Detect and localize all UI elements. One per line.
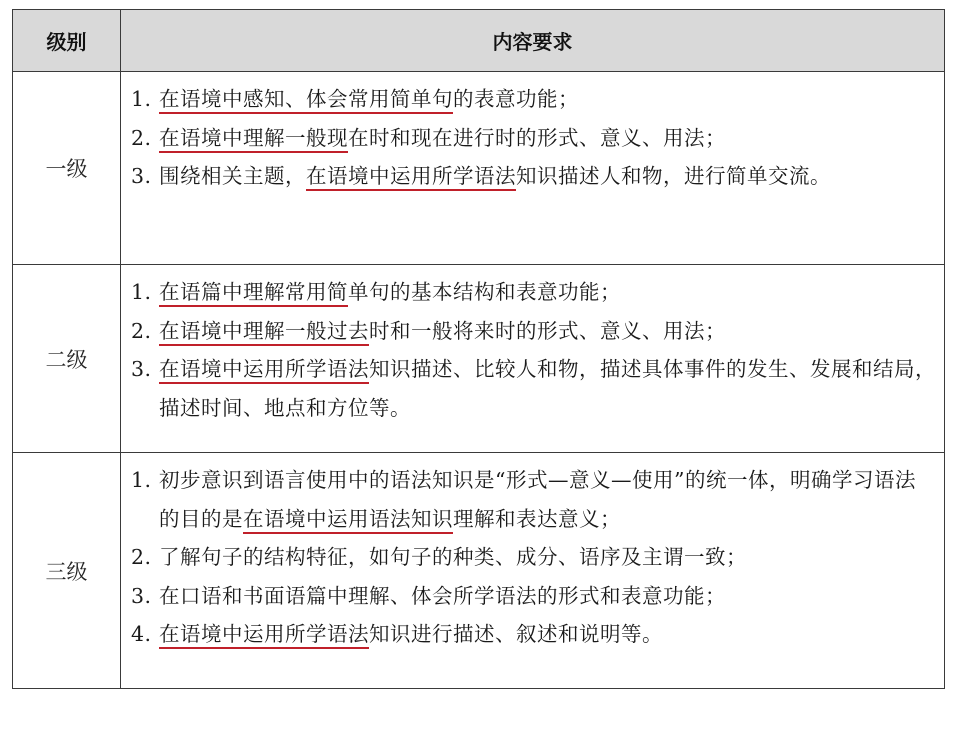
item-text bbox=[159, 461, 936, 538]
item-number: 1. bbox=[131, 280, 152, 304]
item-number: 3. bbox=[131, 583, 152, 608]
item-text bbox=[159, 577, 936, 616]
level-row bbox=[13, 72, 945, 265]
text-segment: 的表意功能； bbox=[453, 87, 579, 111]
item-text bbox=[159, 273, 936, 312]
text-segment: 了解句子的结构特征，如句子的种类、成分、语序及主谓一致； bbox=[159, 545, 747, 569]
item-number: 2. bbox=[131, 318, 152, 343]
header-content: 内容要求 bbox=[121, 10, 945, 72]
underlined-phrase: 在语境中理解一般过去 bbox=[159, 318, 369, 343]
item-number: 4. bbox=[131, 622, 152, 646]
item-text bbox=[159, 157, 936, 196]
content-cell bbox=[121, 72, 945, 265]
underlined-phrase: 在语篇中理解常用简 bbox=[159, 280, 348, 304]
text-segment: 在时和现在进行时的形式、意义、用法； bbox=[348, 125, 726, 150]
requirement-list bbox=[131, 273, 936, 427]
level-row bbox=[13, 453, 945, 689]
requirement-list bbox=[131, 80, 936, 196]
level-label: 二级 bbox=[13, 265, 121, 453]
requirement-item bbox=[131, 538, 936, 577]
level-label: 三级 bbox=[13, 453, 121, 689]
item-number: 1. bbox=[131, 468, 152, 492]
requirement-item bbox=[131, 461, 936, 538]
item-text bbox=[159, 350, 936, 427]
text-segment: 初步意识到语言使用中的语法知识是“形式—意义—使用”的统一体，明确学习语法的目的是 bbox=[159, 468, 916, 531]
content-cell bbox=[121, 453, 945, 689]
item-text bbox=[159, 119, 936, 158]
item-text bbox=[159, 538, 936, 577]
requirement-item bbox=[131, 157, 936, 196]
requirement-list bbox=[131, 461, 936, 654]
item-text bbox=[159, 615, 936, 654]
underlined-phrase: 在语境中运用所学语法 bbox=[159, 357, 369, 381]
underlined-phrase: 在语境中理解一般现 bbox=[159, 125, 348, 150]
requirement-item bbox=[131, 273, 936, 312]
requirement-item bbox=[131, 119, 936, 158]
underlined-phrase: 在语境中感知、体会常用简单句 bbox=[159, 87, 453, 111]
header-level: 级别 bbox=[13, 10, 121, 72]
item-text bbox=[159, 80, 936, 119]
item-number: 3. bbox=[131, 357, 152, 381]
requirement-item bbox=[131, 577, 936, 616]
underlined-phrase: 在语境中运用所学语法 bbox=[159, 622, 369, 646]
text-segment: 单句的基本结构和表意功能； bbox=[348, 280, 621, 304]
item-number: 1. bbox=[131, 87, 152, 111]
item-text bbox=[159, 312, 936, 351]
requirement-item bbox=[131, 350, 936, 427]
grammar-requirements-table bbox=[12, 9, 945, 689]
text-segment: 知识描述、比较人和物，描述具体事件的发生、发展和结局，描述时间、地点和方位等。 bbox=[159, 357, 936, 420]
item-number: 2. bbox=[131, 545, 152, 569]
item-number: 2. bbox=[131, 125, 152, 150]
text-segment: 围绕相关主题， bbox=[159, 164, 306, 188]
text-segment: 知识描述人和物，进行简单交流。 bbox=[516, 164, 831, 188]
underlined-phrase: 在语境中运用语法知识 bbox=[243, 506, 453, 531]
requirement-item bbox=[131, 80, 936, 119]
content-cell bbox=[121, 265, 945, 453]
underlined-phrase: 在语境中运用所学语法 bbox=[306, 164, 516, 188]
text-segment: 在口语和书面语篇中理解、体会所学语法的形式和表意功能； bbox=[159, 583, 726, 608]
requirement-item bbox=[131, 312, 936, 351]
item-number: 3. bbox=[131, 164, 152, 188]
requirement-item bbox=[131, 615, 936, 654]
level-row bbox=[13, 265, 945, 453]
level-label: 一级 bbox=[13, 72, 121, 265]
text-segment: 时和一般将来时的形式、意义、用法； bbox=[369, 318, 726, 343]
text-segment: 知识进行描述、叙述和说明等。 bbox=[369, 622, 663, 646]
header-row bbox=[13, 10, 945, 72]
text-segment: 理解和表达意义； bbox=[453, 506, 621, 531]
